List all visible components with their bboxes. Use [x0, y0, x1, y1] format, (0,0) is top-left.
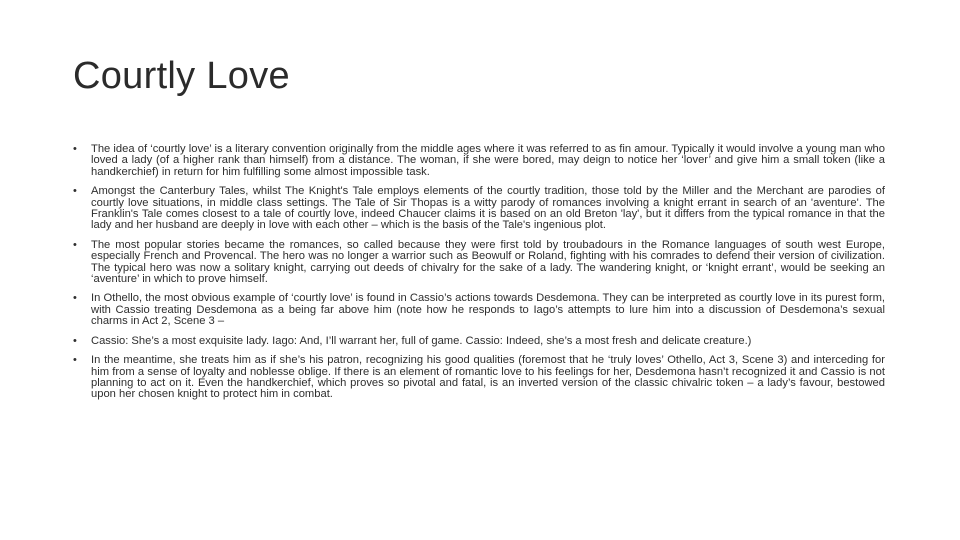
bullet-item — [73, 336, 885, 347]
bullet-item — [73, 355, 885, 401]
bullet-text: In the meantime, she treats him as if she’s his patron, recognizing his good qualities (foremost that he ‘truly loves’ Othello, Act 3, Scene 3) and interceding for him from a sense of loyalty and noblesse oblige. If there is an element of romantic love to his feelings for her, Desdemona hasn’t recognized it and Cassio is not planning to act on it. Even the handkerchief, which proves so pivotal and fatal, is an inverted version of the classic chivalric token – a lady’s favour, bestowed upon her chosen knight to protect him in combat. — [91, 354, 885, 401]
slide-title: Courtly Love — [73, 55, 290, 97]
bullet-item — [73, 186, 885, 232]
bullet-glyph: • — [73, 354, 77, 367]
bullet-item — [73, 240, 885, 286]
bullet-text: Amongst the Canterbury Tales, whilst The Knight's Tale employs elements of the courtly tradition, those told by the Miller and the Merchant are parodies of courtly love situations, in middle class settings. The Tale of Sir Thopas is a witty parody of romances involving a knight errant in search of an 'aventure'. The Franklin's Tale comes closest to a tale of courtly love, indeed Chaucer claims it is based on an old Breton 'lay', but it differs from the typical romance in that the lady and her husband are deeply in love with each other – which is the basis of the Tale's ingenious plot. — [91, 185, 885, 232]
bullet-glyph: • — [73, 238, 77, 251]
bullet-glyph: • — [73, 292, 77, 305]
bullet-text: Cassio: She’s a most exquisite lady. Iago: And, I’ll warrant her, full of game. Cassio: Indeed, she’s a most fresh and delicate creature.) — [91, 334, 752, 347]
bullet-glyph: • — [73, 334, 77, 347]
bullet-glyph: • — [73, 143, 77, 155]
bullet-list — [73, 144, 885, 409]
bullet-glyph: • — [73, 185, 77, 198]
bullet-text: The idea of ‘courtly love’ is a literary convention originally from the middle ages where it was referred to as fin amour. Typically it would involve a young man who loved a lady (of a higher rank than himself) from a distance. The woman, if she were bored, may deign to notice her ‘lover’ and give him a small token (like a handkerchief) in return for him fulfilling some almost impossible task. — [91, 143, 885, 178]
bullet-item — [73, 293, 885, 327]
bullet-text: In Othello, the most obvious example of ‘courtly love’ is found in Cassio’s actions towards Desdemona. They can be interpreted as courtly love in its purest form, with Cassio treating Desdemona as a being far above him (note how he responds to Iago’s attempts to lure him into a discussion of Desdemona’s sexual charms in Act 2, Scene 3 – — [91, 292, 885, 328]
bullet-item — [73, 144, 885, 178]
bullet-text: The most popular stories became the romances, so called because they were first told by troubadours in the Romance languages of south west Europe, especially French and Provencal. The hero was no longer a warrior such as Beowulf or Roland, fighting with his comrades to defend their version of civilization. The typical hero was now a solitary knight, carrying out deeds of chivalry for the sake of a lady. The wandering knight, or ‘knight errant’, would be seeking an ‘aventure’ in which to prove himself. — [91, 238, 885, 286]
